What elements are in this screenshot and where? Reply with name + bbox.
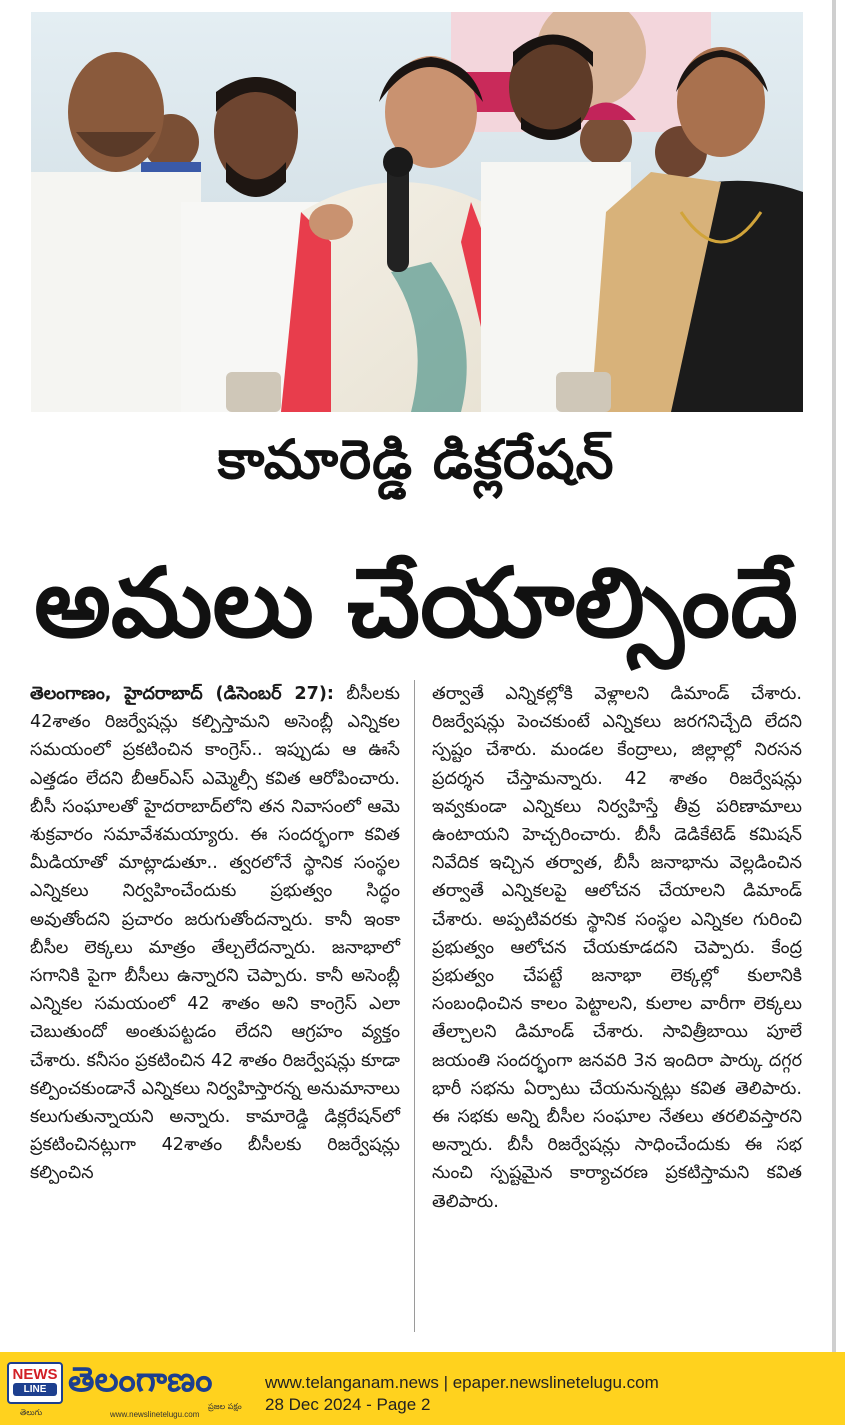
brand-site: www.newslinetelugu.com bbox=[110, 1410, 200, 1419]
press-meet-photo bbox=[31, 12, 803, 412]
newsline-logo-bottom: LINE bbox=[13, 1383, 57, 1396]
article-column-right bbox=[432, 680, 802, 1216]
article-headline: అమలు చేయాల్సిందే bbox=[34, 547, 798, 659]
telanganam-brand[interactable]: తెలంగాణం bbox=[68, 1360, 213, 1400]
newsline-logo-top: NEWS bbox=[12, 1366, 58, 1383]
page-edge-rule bbox=[832, 0, 836, 1352]
footer-websites: www.telanganam.news | epaper.newslinetelugu.com bbox=[265, 1373, 659, 1392]
article-body-left: బీసీలకు 42శాతం రిజర్వేషన్లు కల్పిస్తామని అసెంబ్లీ ఎన్నికల సమయంలో ప్రకటించిన కాంగ్రెస్.. ఇప్పుడు ఆ ఊసే ఎత్తడం లేదని బీఆర్ఎస్ ఎమ్మెల్సీ కవిత ఆరోపించారు. బీసీ సంఘాలతో హైదరాబాద్‌లోని తన నివాసంలో ఆమె శుక్రవారం సమావేశమయ్యారు. ఈ సందర్భంగా కవిత మీడియాతో మాట్లాడుతూ.. త్వరలోనే స్థానిక సంస్థల ఎన్నికలు నిర్వహించేందుకు ప్రభుత్వం సిద్ధం అవుతోందని ప్రచారం జరుగుతోందన్నారు. కానీ ఇంకా బీసీల లెక్కలు మాత్రం తేల్చలేదన్నారు. జనాభాలో సగానికి పైగా బీసీలు ఉన్నారని చెప్పారు. కానీ అసెంబ్లీ ఎన్నికల సమయంలో 42 శాతం అని కాంగ్రెస్ ఎలా చెబుతుందో అంతుపట్టడం లేదని ఆగ్రహం వ్యక్తం చేశారు. కనీసం ప్రకటించిన 42 శాతం రిజర్వేషన్లు కూడా కల్పించకుండానే ఎన్నికలు నిర్వహిస్తారన్న అనుమానాలు కలుగుతున్నాయని అన్నారు. కామారెడ్డి డిక్లరేషన్‌లో ప్రకటించినట్లుగా 42శాతం బీసీలకు రిజర్వేషన్లు కల్పించిన bbox=[30, 684, 400, 1184]
article-body-right: తర్వాతే ఎన్నికల్లోకి వెళ్లాలని డిమాండ్ చేశారు. రిజర్వేషన్లు పెంచకుంటే ఎన్నికలు జరగనిచ్చేది లేదని స్పష్టం చేశారు. మండల కేంద్రాలు, జిల్లాల్లో నిరసన ప్రదర్శన చేస్తామన్నారు. 42 శాతం రిజర్వేషన్లు ఇవ్వకుండా ఎన్నికలు నిర్వహిస్తే తీవ్ర పరిణామాలు ఉంటాయని హెచ్చరించారు. బీసీ డెడికేటెడ్ కమిషన్ నివేదిక ఇచ్చిన తర్వాత, బీసీ జనాభాను వెల్లడించిన తర్వాతే ఎన్నికలపై ఆలోచన చేయాలని డిమాండ్ చేశారు. అప్పటివరకు స్థానిక సంస్థల ఎన్నికల గురించి ప్రభుత్వం ఆలోచన చేయకూడదని చెప్పారు. కేంద్ర ప్రభుత్వం చేపట్టే జనాభా లెక్కల్లో కులానికి సంబంధించిన కాలం పెట్టాలని, కులాల వారీగా లెక్కలు తేల్చాలని డిమాండ్ చేశారు. సావిత్రీబాయి పూలే జయంతి సందర్భంగా జనవరి 3న ఇందిరా పార్కు దగ్గర భారీ సభను ఏర్పాటు చేయనున్నట్లు కవిత తెలిపారు. ఈ సభకు అన్ని బీసీల సంఘాల నేతలు తరలివస్తారని అన్నారు. బీసీ రిజర్వేషన్లు సాధించేందుకు ఈ సభ నుంచి స్పష్టమైన కార్యాచరణ ప్రకటిస్తామని కవిత తెలిపారు. bbox=[432, 684, 802, 1212]
footer-bar bbox=[0, 1352, 845, 1425]
column-divider bbox=[414, 680, 415, 1332]
newsline-logo-sub: తెలుగు bbox=[20, 1408, 43, 1417]
newsline-logo[interactable] bbox=[7, 1362, 63, 1404]
brand-tagline: ప్రజల పక్షం bbox=[208, 1402, 242, 1411]
article-dateline: తెలంగాణం, హైదరాబాద్ (డిసెంబర్ 27): bbox=[30, 684, 334, 704]
article-column-left bbox=[30, 680, 400, 1188]
footer-date-page: 28 Dec 2024 - Page 2 bbox=[265, 1395, 431, 1414]
article-kicker: కామారెడ్డి డిక్లరేషన్ bbox=[217, 428, 615, 491]
